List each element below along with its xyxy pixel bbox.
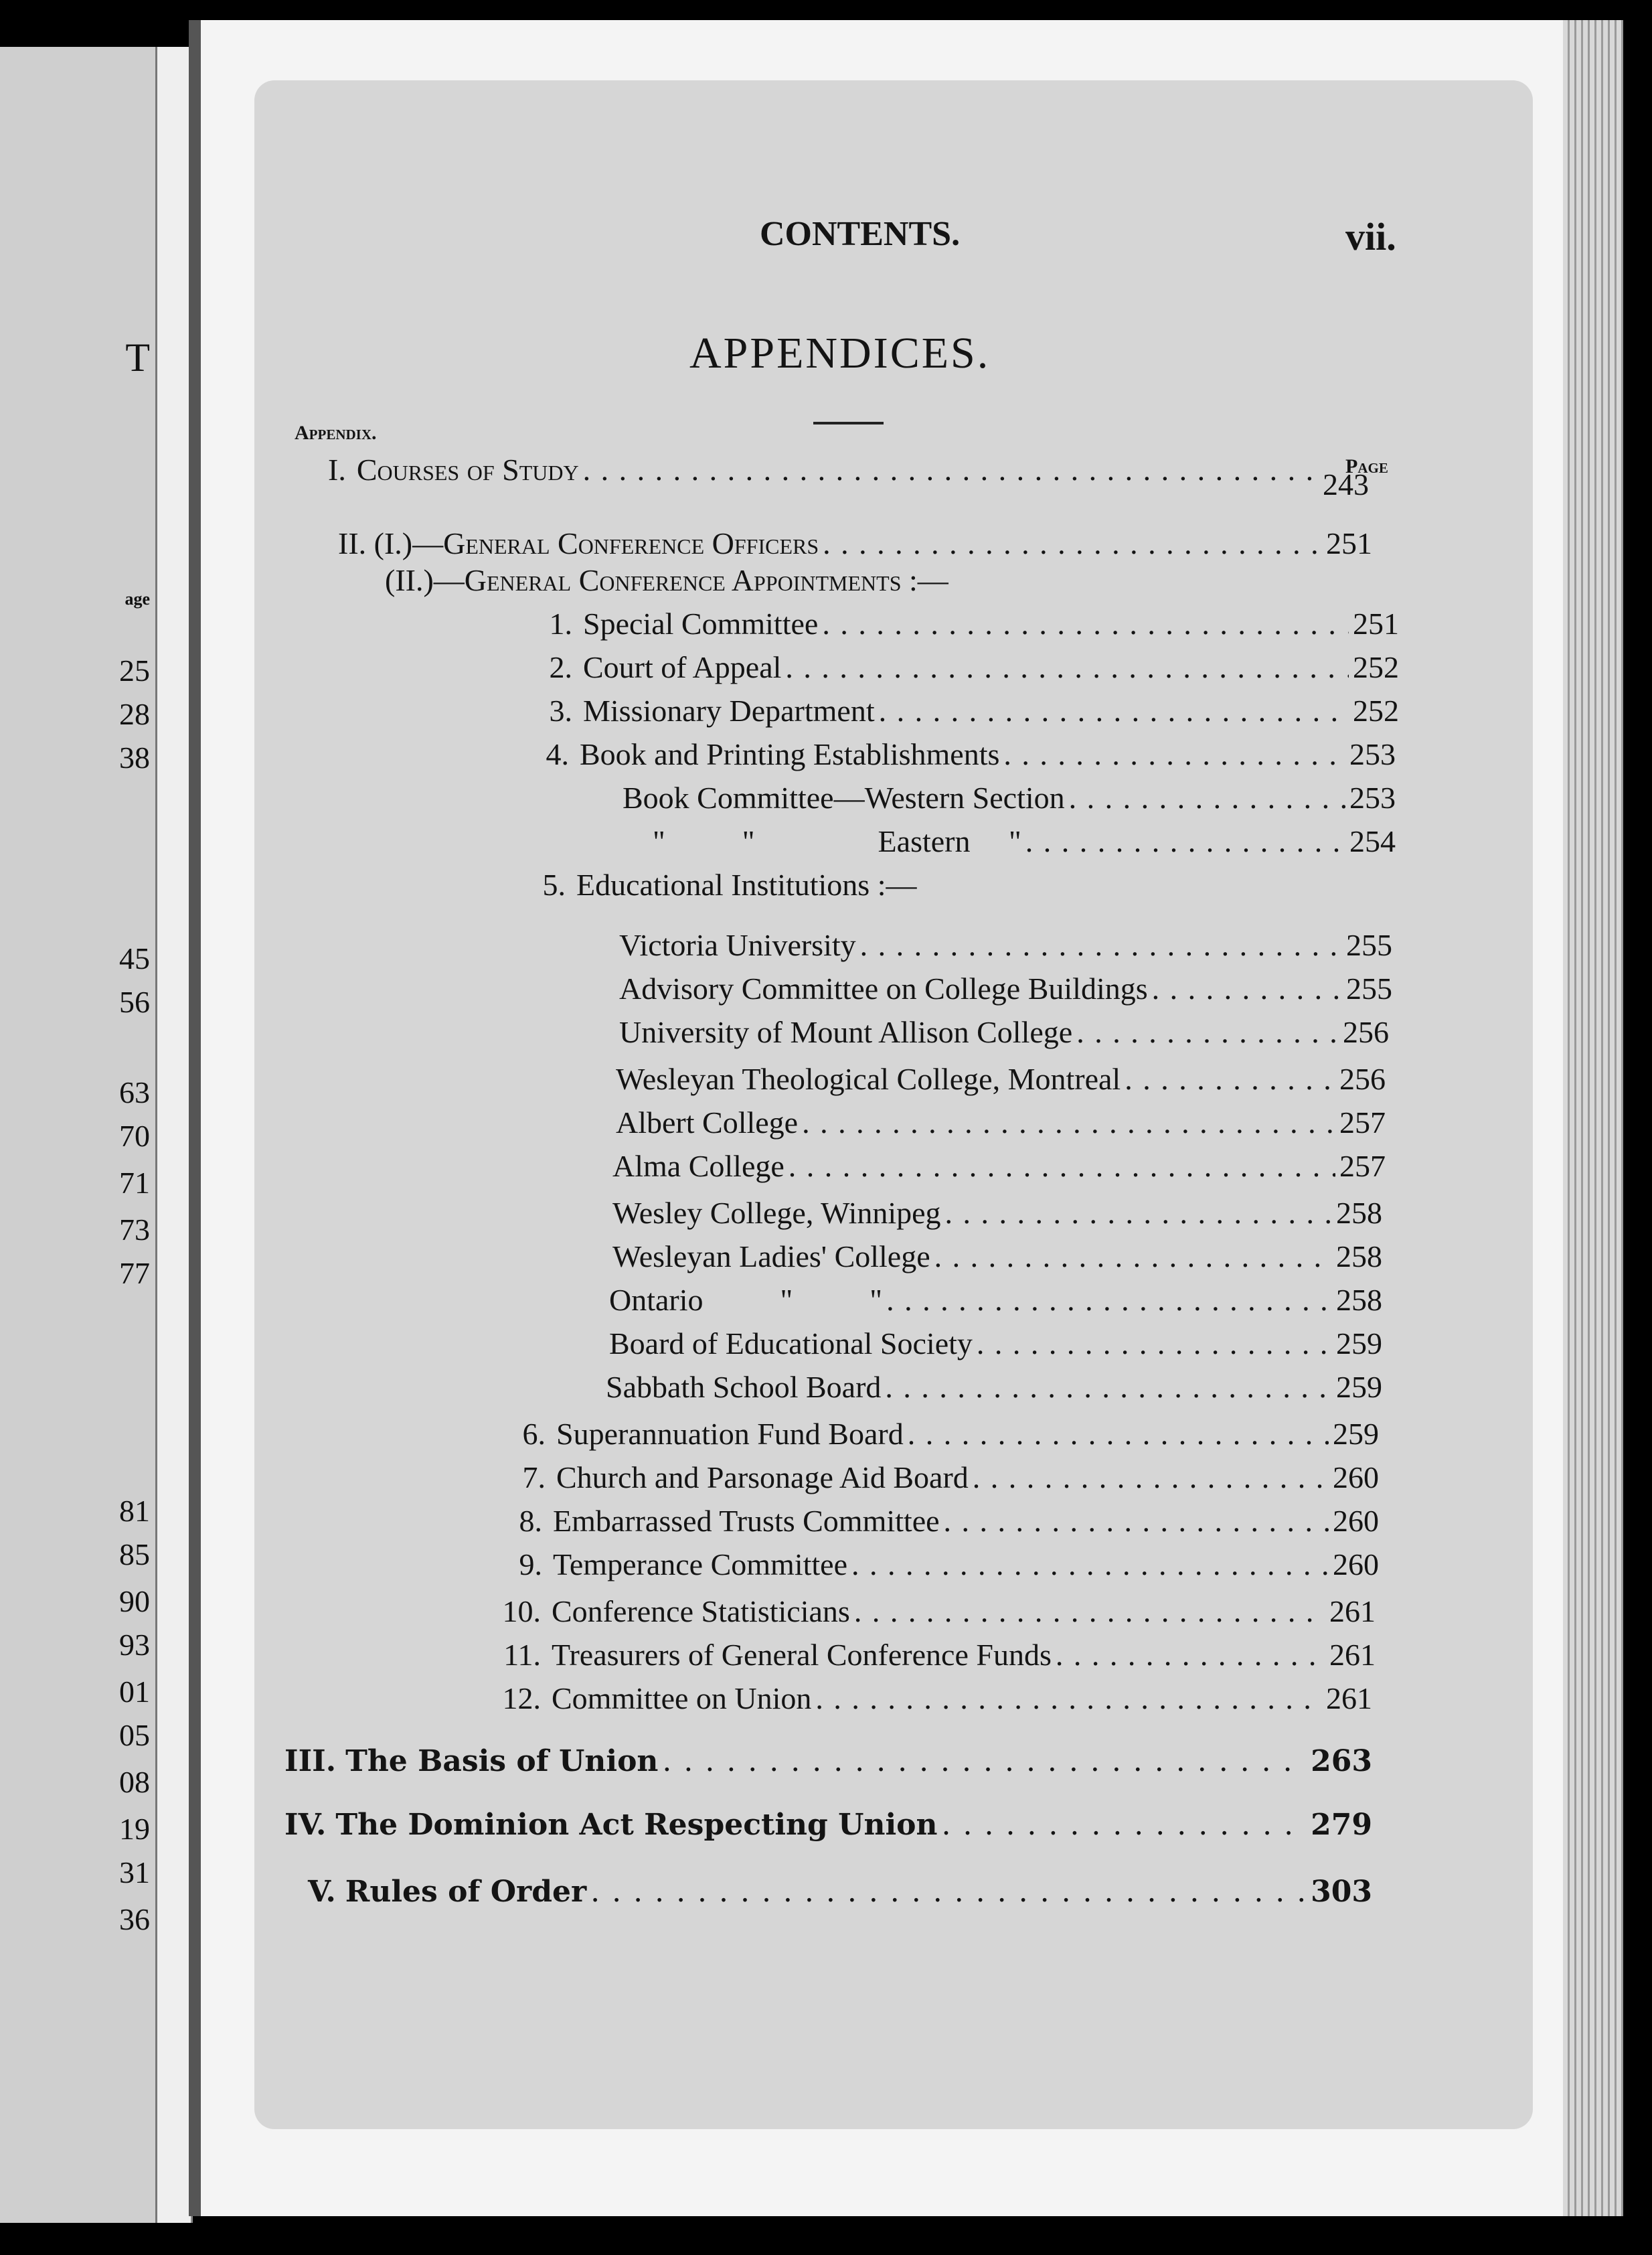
leader-dots bbox=[1076, 1014, 1339, 1050]
entry-title: Court of Appeal bbox=[583, 650, 782, 684]
toc-entry[interactable] bbox=[606, 1369, 1382, 1405]
leader-dots bbox=[1069, 780, 1345, 815]
leader-dots bbox=[973, 1460, 1329, 1495]
running-head: CONTENTS. bbox=[760, 215, 961, 253]
entry-number: IV. bbox=[284, 1808, 327, 1842]
toc-entry[interactable] bbox=[619, 971, 1392, 1006]
toc-entry[interactable] bbox=[509, 1416, 1379, 1452]
leader-dots bbox=[854, 1593, 1325, 1629]
facing-fragment: age bbox=[125, 589, 150, 609]
entry-number: 9. bbox=[519, 1547, 542, 1581]
leader-dots bbox=[583, 452, 1319, 487]
facing-fragment: 45 bbox=[119, 941, 150, 976]
entry-page: 257 bbox=[1339, 1105, 1386, 1140]
entry-title: Missionary Department bbox=[583, 694, 875, 728]
facing-fragment: 85 bbox=[119, 1537, 150, 1571]
entry-page: 256 bbox=[1339, 1062, 1386, 1096]
leader-dots bbox=[662, 1744, 1307, 1778]
toc-entry[interactable] bbox=[653, 824, 1396, 859]
entry-number: 6. bbox=[522, 1417, 546, 1451]
entry-title: Courses of Study bbox=[356, 453, 579, 487]
entry-page: 243 bbox=[1323, 467, 1369, 501]
toc-entry[interactable] bbox=[612, 1195, 1382, 1231]
entry-title: Alma College bbox=[612, 1149, 784, 1183]
entry-page: 259 bbox=[1333, 1417, 1379, 1451]
entry-title: Board of Educational Society bbox=[609, 1326, 973, 1360]
facing-fragment: 73 bbox=[119, 1213, 150, 1247]
entry-title: General Conference Officers bbox=[443, 526, 819, 560]
entry-page: 279 bbox=[1311, 1808, 1372, 1842]
facing-fragment: 81 bbox=[119, 1494, 150, 1528]
appendix-column-label: Appendix. bbox=[295, 422, 377, 444]
facing-fragment: 90 bbox=[119, 1584, 150, 1618]
entry-title: Superannuation Fund Board bbox=[556, 1417, 904, 1451]
entry-page: 256 bbox=[1343, 1015, 1389, 1049]
entry-page: 259 bbox=[1336, 1326, 1382, 1360]
toc-entry[interactable] bbox=[509, 1460, 1379, 1495]
facing-fragment: 19 bbox=[119, 1812, 150, 1846]
leader-dots bbox=[789, 1148, 1335, 1184]
toc-entry[interactable] bbox=[489, 1681, 1372, 1716]
entry-number: (II.)— bbox=[385, 563, 465, 597]
entry-title: Wesleyan Theological College, Montreal bbox=[616, 1062, 1121, 1096]
facing-fragment: 71 bbox=[119, 1166, 150, 1200]
facing-fragment: 36 bbox=[119, 1902, 150, 1936]
entry-number: 12. bbox=[502, 1681, 541, 1715]
entry-title: Wesley College, Winnipeg bbox=[612, 1196, 941, 1230]
entry-title: Book Committee—Western Section bbox=[623, 781, 1065, 815]
facing-fragment: 01 bbox=[119, 1675, 150, 1709]
leader-dots bbox=[908, 1416, 1329, 1452]
entry-title: Temperance Committee bbox=[553, 1547, 847, 1581]
entry-page: 252 bbox=[1353, 650, 1399, 684]
entry-page: 253 bbox=[1349, 781, 1396, 815]
entry-page: 258 bbox=[1336, 1283, 1382, 1317]
entry-title: Embarrassed Trusts Committee bbox=[553, 1504, 940, 1538]
entry-number: V. bbox=[308, 1875, 336, 1909]
entry-title: The Dominion Act Respecting Union bbox=[335, 1808, 938, 1842]
entry-title: Treasurers of General Conference Funds bbox=[552, 1638, 1052, 1672]
entry-title: Educational Institutions :— bbox=[576, 868, 917, 902]
toc-entry[interactable] bbox=[616, 1105, 1386, 1140]
facing-fragment: T bbox=[125, 335, 150, 380]
entry-title: Special Committee bbox=[583, 607, 819, 641]
entry-page: 253 bbox=[1349, 737, 1396, 771]
entry-number: 10. bbox=[502, 1594, 541, 1628]
facing-fragment: 70 bbox=[119, 1119, 150, 1153]
facing-fragment: 31 bbox=[119, 1855, 150, 1889]
entry-number: 2. bbox=[549, 650, 572, 684]
entry-title: Victoria University bbox=[619, 928, 856, 962]
entry-page: 260 bbox=[1333, 1547, 1379, 1581]
leader-dots bbox=[885, 1369, 1332, 1405]
toc-entry[interactable] bbox=[505, 1547, 1379, 1582]
leader-dots bbox=[1003, 736, 1345, 772]
leader-dots bbox=[977, 1326, 1332, 1361]
entry-page: 258 bbox=[1336, 1239, 1382, 1273]
toc-entry[interactable] bbox=[489, 1593, 1376, 1629]
leader-dots bbox=[785, 649, 1349, 685]
toc-entry[interactable] bbox=[529, 736, 1396, 772]
entry-title: " " Eastern " bbox=[653, 824, 1021, 858]
title-rule bbox=[813, 422, 884, 424]
entry-title: Conference Statisticians bbox=[552, 1594, 850, 1628]
leader-dots bbox=[945, 1195, 1332, 1231]
page-title: APPENDICES. bbox=[689, 329, 991, 378]
toc-entry[interactable] bbox=[532, 693, 1399, 728]
leader-dots bbox=[1152, 971, 1342, 1006]
toc-entry[interactable] bbox=[609, 1326, 1382, 1361]
entry-page: 251 bbox=[1353, 607, 1399, 641]
toc-entry[interactable] bbox=[308, 1875, 1372, 1909]
leader-dots bbox=[802, 1105, 1335, 1140]
entry-title: Advisory Committee on College Buildings bbox=[619, 971, 1148, 1006]
facing-fragment: 38 bbox=[119, 741, 150, 775]
entry-page: 257 bbox=[1339, 1149, 1386, 1183]
entry-title: Wesleyan Ladies' College bbox=[612, 1239, 930, 1273]
leader-dots bbox=[879, 693, 1349, 728]
leader-dots bbox=[590, 1875, 1307, 1909]
leader-dots bbox=[1025, 824, 1345, 859]
entry-page: 252 bbox=[1353, 694, 1399, 728]
facing-fragment: 63 bbox=[119, 1075, 150, 1109]
toc-entry[interactable] bbox=[525, 867, 1329, 903]
entry-page: 258 bbox=[1336, 1196, 1382, 1230]
facing-fragment: 08 bbox=[119, 1765, 150, 1799]
leader-dots bbox=[942, 1808, 1307, 1842]
entry-page: 261 bbox=[1329, 1594, 1376, 1628]
entry-title: General Conference Appointments :— bbox=[464, 563, 948, 597]
facing-fragment: 77 bbox=[119, 1256, 150, 1290]
facing-fragment: 56 bbox=[119, 985, 150, 1019]
page-edges bbox=[1563, 20, 1623, 2216]
entry-page: 254 bbox=[1349, 824, 1396, 858]
facing-fragment: 25 bbox=[119, 653, 150, 688]
toc-entry[interactable] bbox=[609, 1282, 1382, 1318]
toc-entry[interactable] bbox=[284, 1744, 1372, 1778]
toc-entry[interactable] bbox=[623, 780, 1396, 815]
entry-title: Rules of Order bbox=[345, 1875, 587, 1909]
facing-fragment: 05 bbox=[119, 1718, 150, 1752]
leader-dots bbox=[1125, 1061, 1335, 1097]
entry-title: Sabbath School Board bbox=[606, 1370, 882, 1404]
toc-entry[interactable] bbox=[385, 562, 1322, 598]
entry-title: Albert College bbox=[616, 1105, 799, 1140]
entry-title: Committee on Union bbox=[552, 1681, 812, 1715]
leader-dots bbox=[1056, 1637, 1325, 1673]
entry-title: Book and Printing Establishments bbox=[580, 737, 1000, 771]
toc-entry[interactable] bbox=[612, 1239, 1382, 1274]
toc-entry[interactable] bbox=[612, 1148, 1386, 1184]
facing-fragment: 28 bbox=[119, 697, 150, 731]
leader-dots bbox=[860, 927, 1342, 963]
entry-page: 303 bbox=[1311, 1875, 1372, 1909]
entry-page: 251 bbox=[1326, 526, 1372, 560]
entry-page: 261 bbox=[1329, 1638, 1376, 1672]
toc-entry[interactable] bbox=[328, 452, 1369, 501]
leader-dots bbox=[822, 606, 1349, 641]
entry-number: I. bbox=[328, 453, 346, 487]
entry-page: 263 bbox=[1311, 1744, 1372, 1778]
entry-number: 8. bbox=[519, 1504, 542, 1538]
leader-dots bbox=[815, 1681, 1322, 1716]
entry-page: 260 bbox=[1333, 1504, 1379, 1538]
toc-entry[interactable] bbox=[505, 1503, 1379, 1539]
toc-entry[interactable] bbox=[532, 649, 1399, 685]
toc-entry[interactable] bbox=[532, 606, 1399, 641]
entry-page: 255 bbox=[1346, 971, 1392, 1006]
entry-title: The Basis of Union bbox=[345, 1744, 659, 1778]
entry-title: University of Mount Allison College bbox=[619, 1015, 1073, 1049]
leader-dots bbox=[886, 1282, 1332, 1318]
entry-number: 11. bbox=[503, 1638, 541, 1672]
entry-page: 255 bbox=[1346, 928, 1392, 962]
entry-number: II. (I.)— bbox=[338, 526, 444, 560]
entry-number: III. bbox=[284, 1744, 337, 1778]
page-number: vii. bbox=[1345, 215, 1396, 258]
leader-dots bbox=[851, 1547, 1329, 1582]
entry-number: 3. bbox=[549, 694, 572, 728]
toc-entry[interactable] bbox=[619, 1014, 1389, 1050]
facing-page bbox=[0, 47, 155, 2223]
page-column-label: Page bbox=[1345, 455, 1388, 477]
toc-entry[interactable] bbox=[619, 927, 1392, 963]
entry-number: 7. bbox=[522, 1460, 546, 1494]
toc-entry[interactable] bbox=[616, 1061, 1386, 1097]
toc-entry[interactable] bbox=[338, 526, 1372, 561]
entry-page: 261 bbox=[1326, 1681, 1372, 1715]
entry-title: Church and Parsonage Aid Board bbox=[556, 1460, 969, 1494]
leader-dots bbox=[823, 526, 1322, 561]
entry-page: 260 bbox=[1333, 1460, 1379, 1494]
facing-page-margin bbox=[155, 47, 193, 2223]
entry-title: Ontario " " bbox=[609, 1283, 883, 1317]
leader-dots bbox=[944, 1503, 1329, 1539]
entry-page: 259 bbox=[1336, 1370, 1382, 1404]
toc-entry[interactable] bbox=[489, 1637, 1376, 1673]
facing-fragment: 93 bbox=[119, 1628, 150, 1662]
entry-number: 4. bbox=[546, 737, 569, 771]
entry-number: 1. bbox=[549, 607, 572, 641]
toc-entry[interactable] bbox=[284, 1808, 1372, 1842]
leader-dots bbox=[934, 1239, 1332, 1274]
entry-number: 5. bbox=[542, 868, 566, 902]
